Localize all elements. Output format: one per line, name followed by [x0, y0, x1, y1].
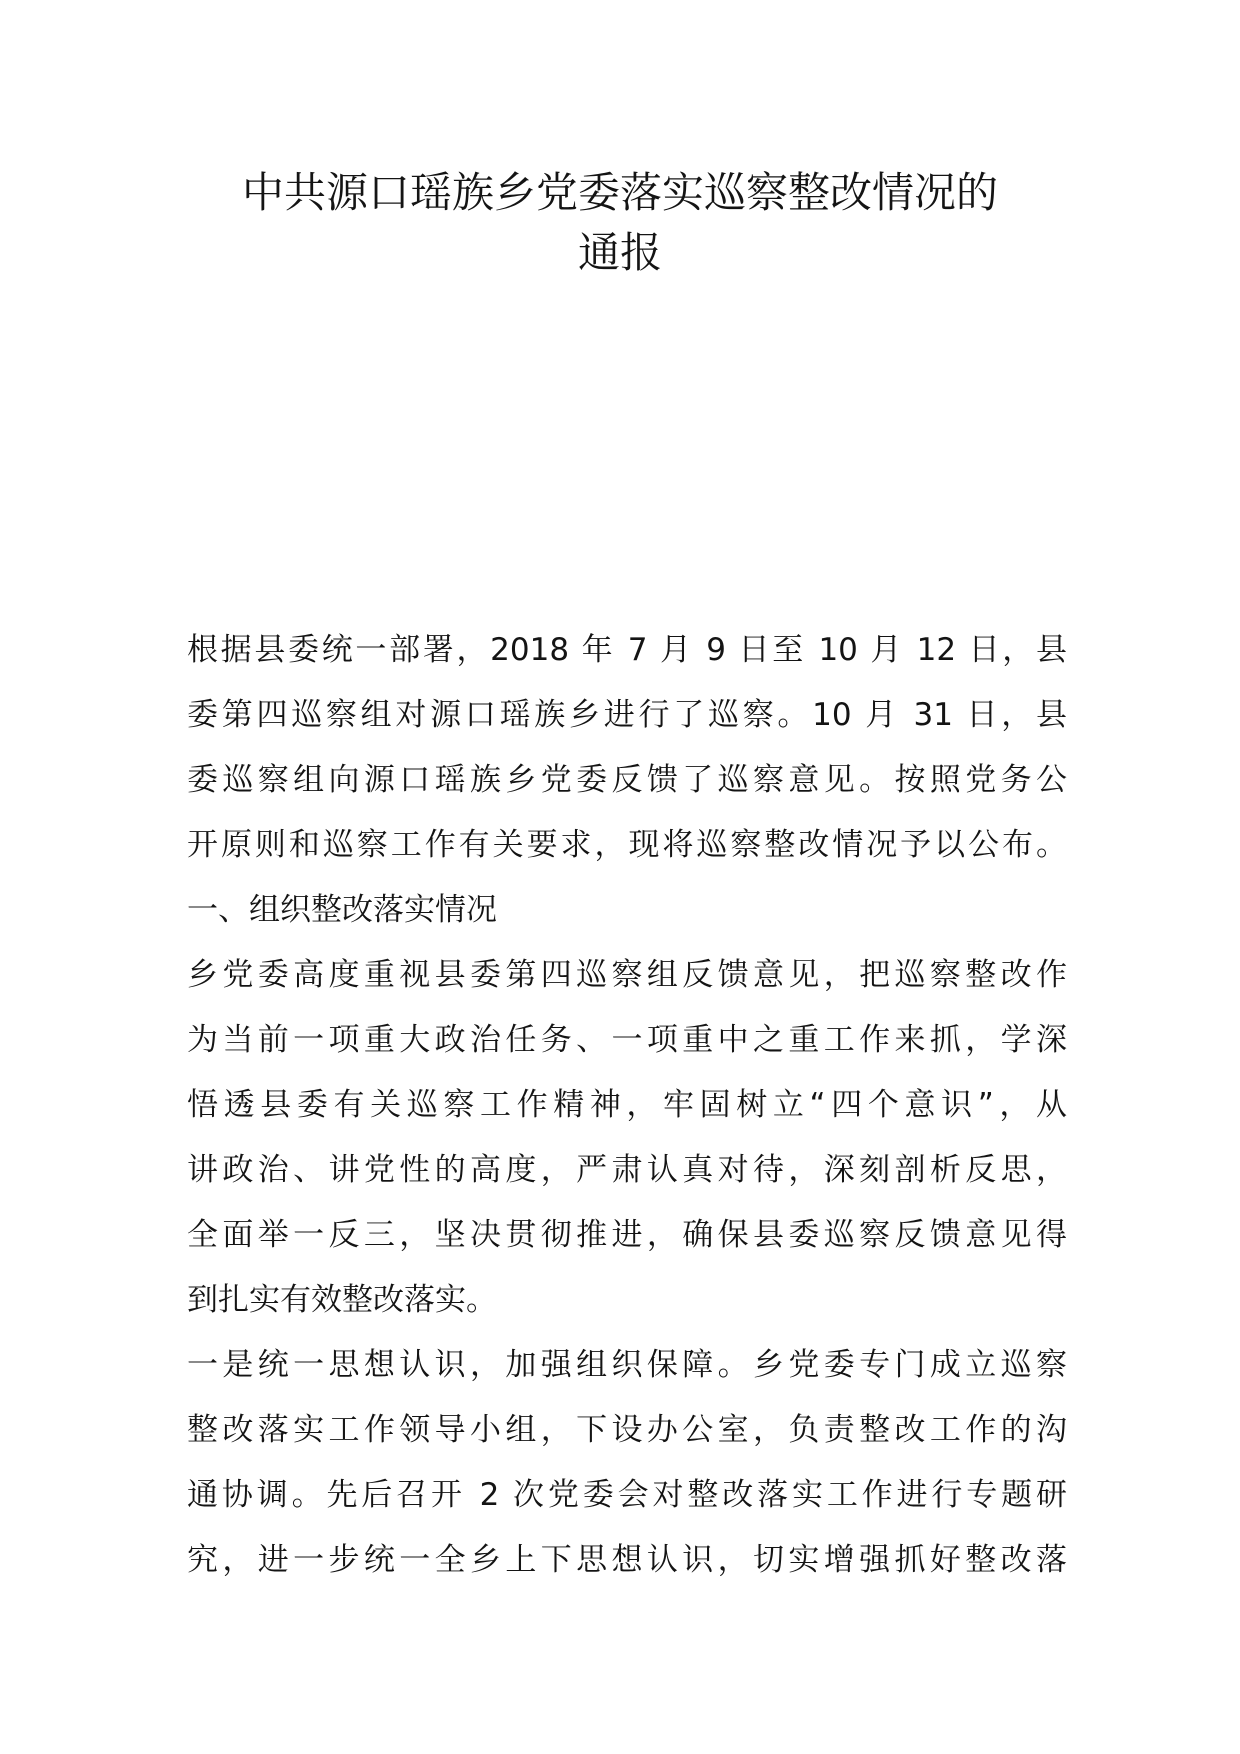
title-line: 通报 [577, 228, 662, 277]
body-line: 开原则和巡察工作有关要求，现将巡察整改情况予以公布。 [187, 827, 1067, 863]
body-line: 究，进一步统一全乡上下思想认识，切实增强抓好整改落 [187, 1542, 1067, 1578]
body-line: 委巡察组向源口瑶族乡党委反馈了巡察意见。按照党务公 [187, 762, 1067, 798]
body-line: 到扎实有效整改落实。 [187, 1282, 497, 1318]
body-line: 乡党委高度重视县委第四巡察组反馈意见，把巡察整改作 [187, 957, 1067, 993]
body-line: 讲政治、讲党性的高度，严肃认真对待，深刻剖析反思， [187, 1152, 1067, 1188]
body-line: 根据县委统一部署，2018 年 7 月 9 日至 10 月 12 日，县 [187, 632, 1067, 668]
body-line: 全面举一反三，坚决贯彻推进，确保县委巡察反馈意见得 [187, 1217, 1067, 1253]
body-line: 悟透县委有关巡察工作精神，牢固树立“四个意识”，从 [187, 1087, 1067, 1123]
document-body [187, 618, 1067, 1593]
section-heading: 一、组织整改落实情况 [187, 892, 497, 928]
body-line: 通协调。先后召开 2 次党委会对整改落实工作进行专题研 [187, 1477, 1067, 1513]
body-line: 为当前一项重大政治任务、一项重中之重工作来抓，学深 [187, 1022, 1067, 1058]
document-title [150, 163, 1090, 283]
body-line: 整改落实工作领导小组，下设办公室，负责整改工作的沟 [187, 1412, 1067, 1448]
body-line: 委第四巡察组对源口瑶族乡进行了巡察。10 月 31 日，县 [187, 697, 1067, 733]
body-line: 一是统一思想认识，加强组织保障。乡党委专门成立巡察 [187, 1347, 1067, 1383]
title-line: 中共源口瑶族乡党委落实巡察整改情况的 [241, 168, 998, 217]
